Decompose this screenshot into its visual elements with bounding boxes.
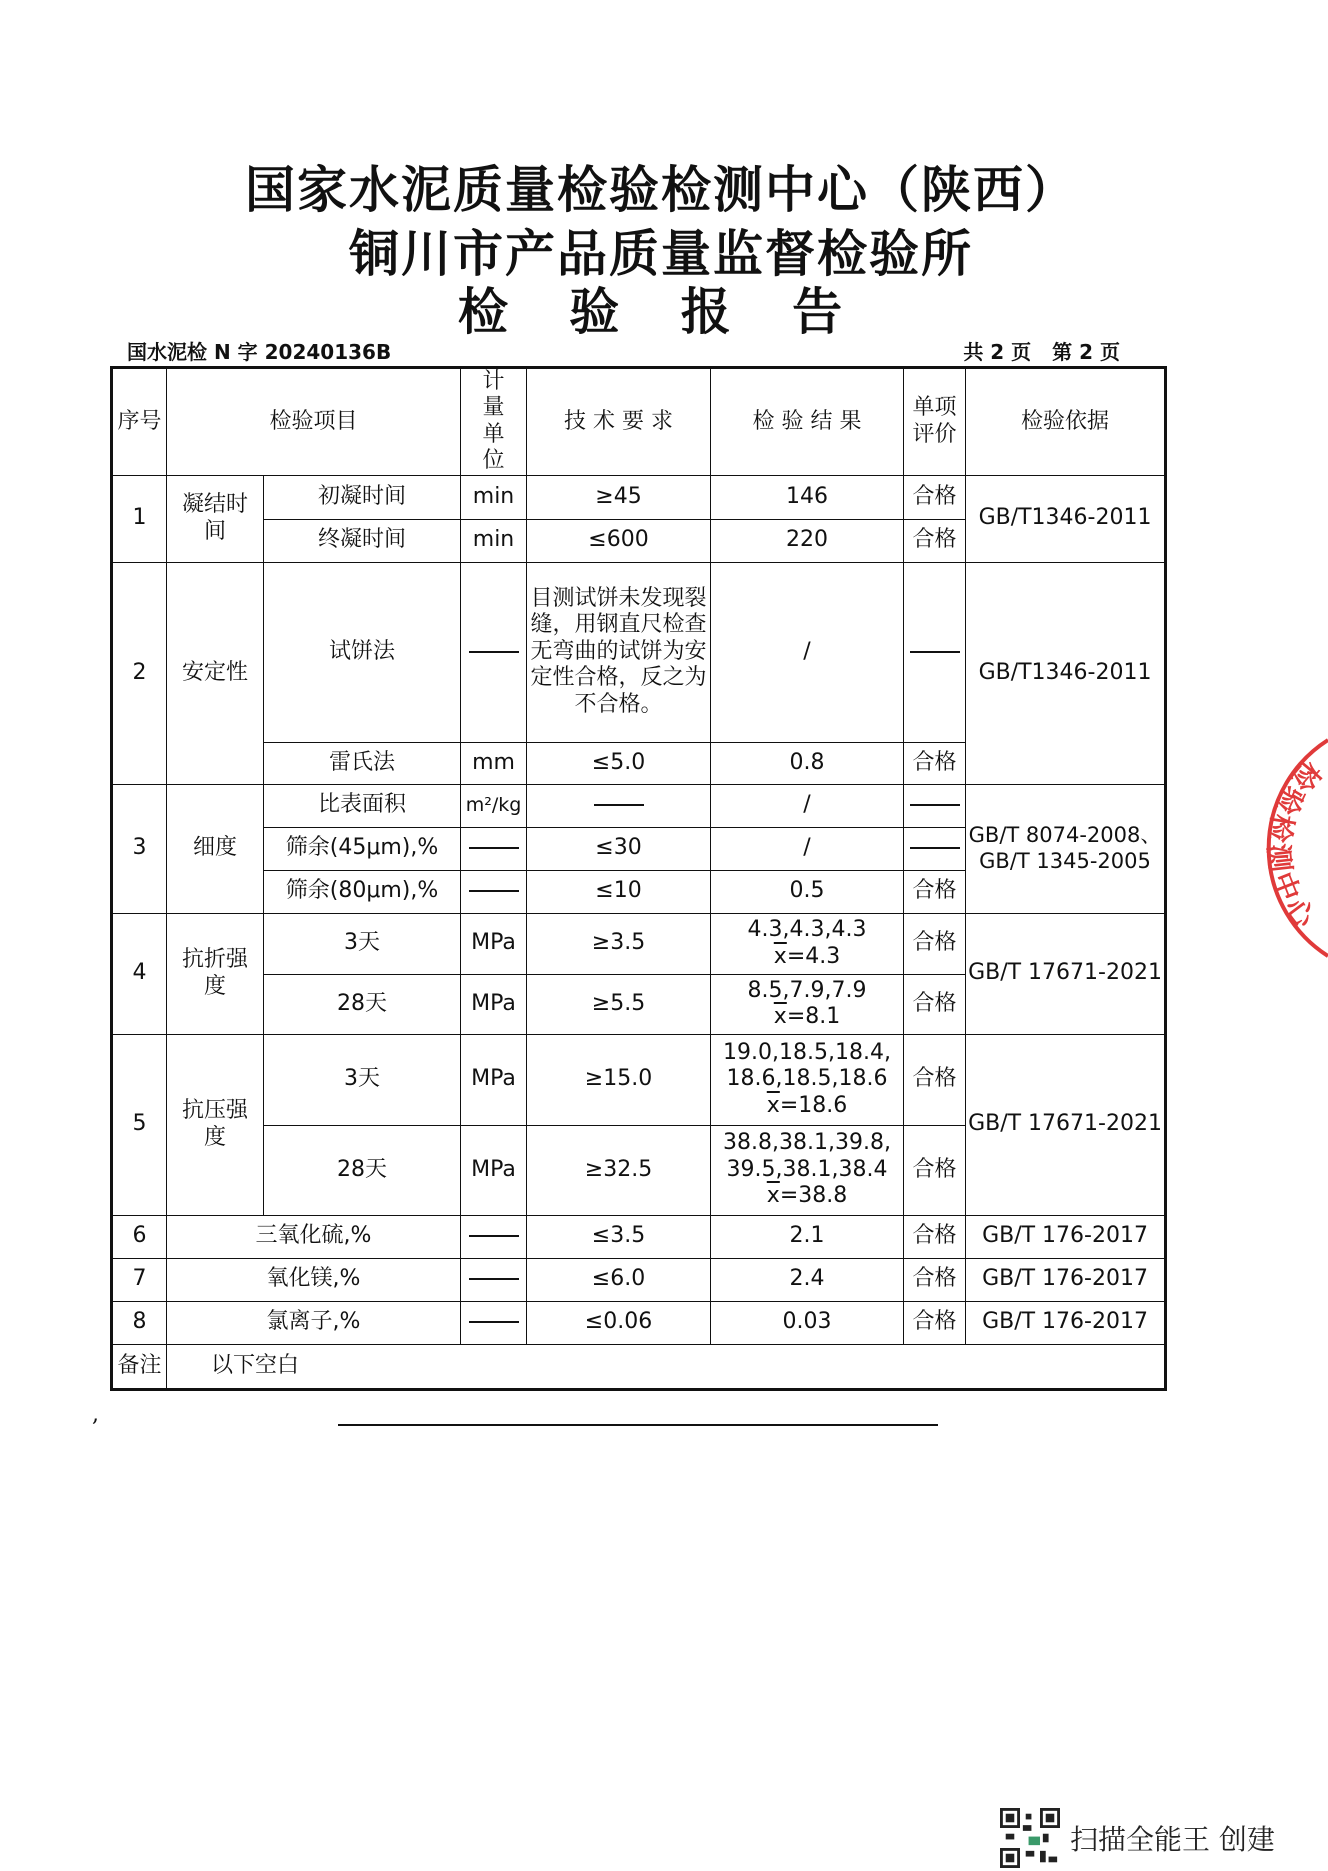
cell-evaluation: 合格 bbox=[904, 1301, 966, 1344]
cell-item: 3天 bbox=[264, 1034, 461, 1125]
svg-text:检验检测中心 bbox=[1261, 754, 1327, 936]
cell-result: 0.5 bbox=[711, 870, 904, 913]
cell-unit bbox=[461, 562, 527, 742]
cell-result: 4.3,4.3,4.3 $\overline{x}=4.3$ bbox=[711, 913, 904, 974]
header-item: 检验项目 bbox=[167, 368, 461, 476]
cell-seq: 2 bbox=[112, 562, 167, 784]
cell-basis: GB/T 176-2017 bbox=[966, 1215, 1166, 1258]
cell-evaluation: 合格 bbox=[904, 870, 966, 913]
cell-group: 凝结时间 bbox=[167, 475, 264, 562]
cell-basis: GB/T1346-2011 bbox=[966, 562, 1166, 784]
cell-evaluation bbox=[904, 562, 966, 742]
cell-item: 28天 bbox=[264, 1125, 461, 1215]
header-basis: 检验依据 bbox=[966, 368, 1166, 476]
cell-requirement: ≤5.0 bbox=[527, 742, 711, 784]
cell-unit: min bbox=[461, 519, 527, 562]
table-row bbox=[112, 1258, 1166, 1301]
cell-evaluation: 合格 bbox=[904, 1034, 966, 1125]
cell-result: 19.0,18.5,18.4, 18.6,18.5,18.6 $\overline{x}=18.6$ bbox=[711, 1034, 904, 1125]
cell-requirement: ≤600 bbox=[527, 519, 711, 562]
cell-group: 抗压强度 bbox=[167, 1034, 264, 1215]
cell-result: 2.4 bbox=[711, 1258, 904, 1301]
cell-unit: mm bbox=[461, 742, 527, 784]
cell-evaluation: 合格 bbox=[904, 1215, 966, 1258]
cell-evaluation: 合格 bbox=[904, 1258, 966, 1301]
cell-requirement: ≤10 bbox=[527, 870, 711, 913]
watermark-text: 扫描全能王 创建 bbox=[1070, 1823, 1275, 1856]
cell-seq: 6 bbox=[112, 1215, 167, 1258]
remark-row bbox=[112, 1344, 1166, 1389]
cell-seq: 7 bbox=[112, 1258, 167, 1301]
header-evaluation: 单项评价 bbox=[904, 368, 966, 476]
cell-seq: 1 bbox=[112, 475, 167, 562]
cell-requirement: ≤6.0 bbox=[527, 1258, 711, 1301]
header-unit: 计量单位 bbox=[461, 368, 527, 476]
cell-item: 氧化镁,% bbox=[167, 1258, 461, 1301]
table-row bbox=[112, 913, 1166, 974]
cell-result: 2.1 bbox=[711, 1215, 904, 1258]
header-result: 检 验 结 果 bbox=[711, 368, 904, 476]
remark-label: 备注 bbox=[112, 1344, 167, 1389]
cell-result: / bbox=[711, 827, 904, 870]
cell-requirement: 目测试饼未发现裂缝，用钢直尺检查无弯曲的试饼为安定性合格，反之为不合格。 bbox=[527, 562, 711, 742]
cell-evaluation: 合格 bbox=[904, 974, 966, 1034]
cell-unit: m²/kg bbox=[461, 784, 527, 827]
cell-requirement: ≥45 bbox=[527, 475, 711, 519]
cell-basis: GB/T 176-2017 bbox=[966, 1301, 1166, 1344]
page-total: 共 2 页 bbox=[963, 340, 1032, 364]
cell-evaluation bbox=[904, 784, 966, 827]
cell-item: 氯离子,% bbox=[167, 1301, 461, 1344]
page-indicator bbox=[949, 336, 1120, 365]
cell-basis: GB/T 8074-2008、 GB/T 1345-2005 bbox=[966, 784, 1166, 913]
cell-unit bbox=[461, 827, 527, 870]
cell-evaluation: 合格 bbox=[904, 742, 966, 784]
cell-evaluation: 合格 bbox=[904, 913, 966, 974]
cell-requirement: ≤0.06 bbox=[527, 1301, 711, 1344]
cell-item: 初凝时间 bbox=[264, 475, 461, 519]
cell-unit: min bbox=[461, 475, 527, 519]
report-title-line3: 检 验 报 告 bbox=[457, 283, 865, 341]
cell-unit bbox=[461, 1215, 527, 1258]
cell-evaluation: 合格 bbox=[904, 1125, 966, 1215]
cell-unit: MPa bbox=[461, 1125, 527, 1215]
cell-group: 抗折强度 bbox=[167, 913, 264, 1034]
cell-item: 雷氏法 bbox=[264, 742, 461, 784]
report-title-line1: 国家水泥质量检验检测中心（陕西） bbox=[245, 161, 1077, 219]
cell-requirement: ≥3.5 bbox=[527, 913, 711, 974]
cell-seq: 3 bbox=[112, 784, 167, 913]
official-seal bbox=[1188, 738, 1328, 958]
cell-seq: 4 bbox=[112, 913, 167, 1034]
page-current: 第 2 页 bbox=[1052, 340, 1120, 364]
signature-line bbox=[338, 1424, 938, 1426]
scanner-watermark bbox=[1000, 1808, 1275, 1868]
cell-basis: GB/T 176-2017 bbox=[966, 1258, 1166, 1301]
cell-requirement: ≥5.5 bbox=[527, 974, 711, 1034]
cell-item: 三氧化硫,% bbox=[167, 1215, 461, 1258]
cell-requirement: ≥15.0 bbox=[527, 1034, 711, 1125]
table-row bbox=[112, 562, 1166, 742]
cell-basis: GB/T 17671-2021 bbox=[966, 913, 1166, 1034]
cell-result: 38.8,38.1,39.8, 39.5,38.1,38.4 $\overline{x}=38.8$ bbox=[711, 1125, 904, 1215]
seal-text: 检验检测中心 bbox=[1261, 754, 1328, 937]
header-requirement: 技 术 要 求 bbox=[527, 368, 711, 476]
cell-item: 筛余(80μm),% bbox=[264, 870, 461, 913]
report-number: 国水泥检 N 字 20240136B bbox=[127, 340, 392, 364]
cell-result: 0.8 bbox=[711, 742, 904, 784]
header-row bbox=[112, 368, 1166, 476]
table-row bbox=[112, 1215, 1166, 1258]
cell-evaluation bbox=[904, 827, 966, 870]
cell-unit: MPa bbox=[461, 913, 527, 974]
cell-result: 146 bbox=[711, 475, 904, 519]
cell-evaluation: 合格 bbox=[904, 475, 966, 519]
cell-requirement: ≥32.5 bbox=[527, 1125, 711, 1215]
cell-evaluation: 合格 bbox=[904, 519, 966, 562]
cell-basis: GB/T1346-2011 bbox=[966, 475, 1166, 562]
cell-basis: GB/T 17671-2021 bbox=[966, 1034, 1166, 1215]
cell-requirement: ≤3.5 bbox=[527, 1215, 711, 1258]
cell-unit bbox=[461, 870, 527, 913]
cell-result: / bbox=[711, 562, 904, 742]
cell-unit: MPa bbox=[461, 974, 527, 1034]
header-seq: 序号 bbox=[112, 368, 167, 476]
table-row bbox=[112, 1034, 1166, 1125]
cell-group: 细度 bbox=[167, 784, 264, 913]
cell-unit bbox=[461, 1258, 527, 1301]
cell-seq: 5 bbox=[112, 1034, 167, 1215]
cell-unit bbox=[461, 1301, 527, 1344]
table-row bbox=[112, 1301, 1166, 1344]
cell-item: 28天 bbox=[264, 974, 461, 1034]
cell-item: 试饼法 bbox=[264, 562, 461, 742]
cell-requirement bbox=[527, 784, 711, 827]
cell-requirement: ≤30 bbox=[527, 827, 711, 870]
cell-result: 8.5,7.9,7.9 $\overline{x}=8.1$ bbox=[711, 974, 904, 1034]
cell-unit: MPa bbox=[461, 1034, 527, 1125]
cell-item: 3天 bbox=[264, 913, 461, 974]
qr-code-icon bbox=[1000, 1808, 1060, 1868]
cell-item: 筛余(45μm),% bbox=[264, 827, 461, 870]
cell-seq: 8 bbox=[112, 1301, 167, 1344]
cell-result: 220 bbox=[711, 519, 904, 562]
cell-result: 0.03 bbox=[711, 1301, 904, 1344]
report-title-line2: 铜川市产品质量监督检验所 bbox=[349, 225, 973, 283]
inspection-table bbox=[110, 366, 1167, 1391]
table-row bbox=[112, 784, 1166, 827]
cell-item: 终凝时间 bbox=[264, 519, 461, 562]
cell-item: 比表面积 bbox=[264, 784, 461, 827]
table-row bbox=[112, 475, 1166, 519]
cell-group: 安定性 bbox=[167, 562, 264, 784]
cell-result: / bbox=[711, 784, 904, 827]
scan-mark: , bbox=[92, 1402, 99, 1427]
remark-text: 以下空白 bbox=[167, 1344, 1166, 1389]
